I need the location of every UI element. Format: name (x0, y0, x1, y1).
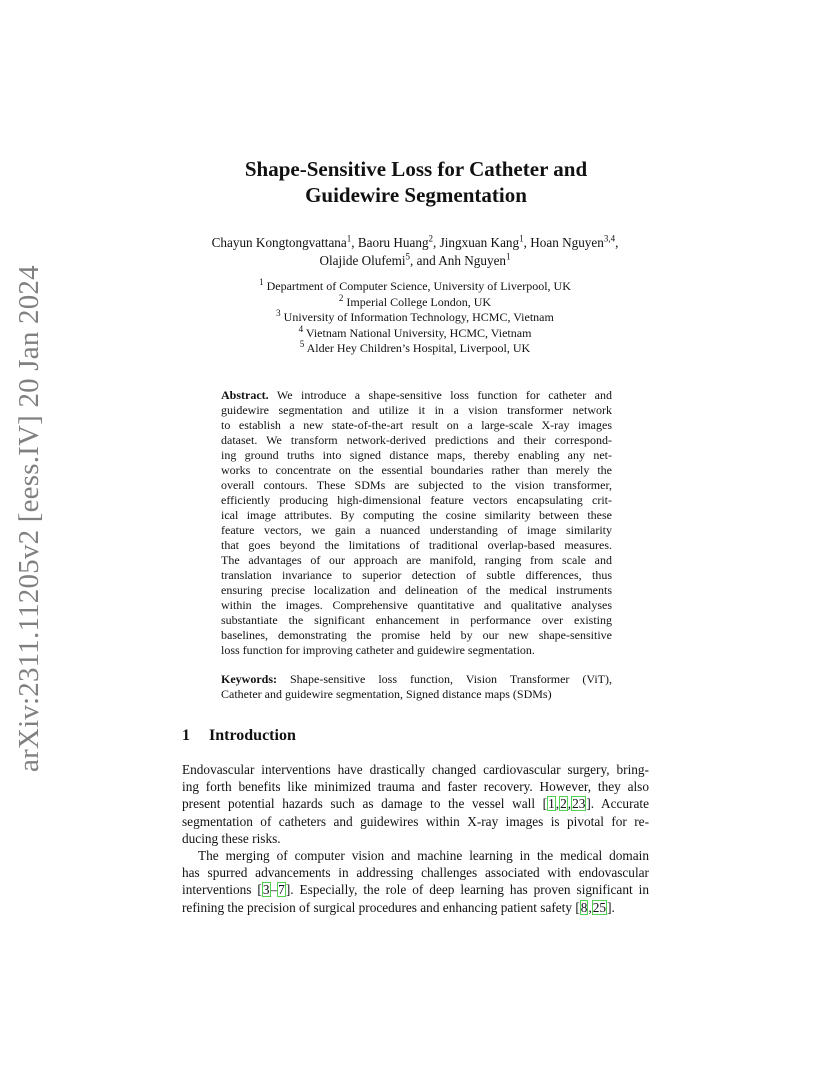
abstract-line: overall contours. These SDMs are subjected to the vision transformer, (221, 478, 612, 492)
affiliation-list (200, 279, 630, 357)
section-number: 1 (182, 727, 190, 744)
affiliation-text: Alder Hey Children’s Hospital, Liverpool, UK (306, 341, 531, 355)
keywords-line (221, 672, 612, 687)
author-list (150, 234, 680, 270)
affiliation-text: Department of Computer Science, University of Liverpool, UK (266, 279, 571, 293)
paragraph-line: present potential hazards such as damage to the vessel wall [1,2,23]. Accurate (182, 796, 649, 812)
citation-link[interactable]: 25 (592, 899, 607, 915)
abstract-line: ensuring precise localization and delineation of the medical instruments (221, 583, 612, 597)
paragraph-line: Endovascular interventions have drastically changed cardiovascular surgery, bring- (182, 762, 649, 777)
abstract-line: that goes beyond the limitations of traditional overlap-based measures. (221, 538, 612, 552)
citation-link[interactable]: 23 (572, 796, 586, 812)
author-name: , Baoru Huang (351, 235, 429, 250)
paragraph-text: interventions [ (182, 882, 262, 898)
abstract-line: baselines, demonstrating the promise held by our new shape-sensitive (221, 628, 612, 642)
abstract-line (221, 388, 612, 403)
author-affil-mark: 1 (519, 233, 524, 244)
abstract-line: dataset. We transform network-derived predictions and their correspond- (221, 433, 612, 447)
abstract-label: Abstract. (221, 388, 269, 402)
section-title: Introduction (209, 727, 296, 744)
author-line-1 (150, 234, 680, 252)
affiliation-number: 1 (259, 277, 264, 287)
title-line-1: Shape-Sensitive Loss for Catheter and (244, 157, 588, 181)
affiliation (200, 323, 630, 342)
author-name: , Jingxuan Kang (433, 235, 520, 250)
affiliation-text: University of Information Technology, HCMC, Vietnam (283, 310, 554, 324)
paragraph-line: The merging of computer vision and machine learning in the medical domain (198, 847, 649, 863)
paragraph-line: refining the precision of surgical procedures and enhancing patient safety [8,25]. (182, 899, 615, 915)
author-name: Chayun Kongtongvattana (211, 235, 347, 250)
paragraph-text: ]. Especially, the role of deep learning has proven significant in (285, 882, 649, 898)
paragraph-text: present potential hazards such as damage to the vessel wall [ (182, 796, 548, 812)
author-affil-mark: 2 (428, 233, 434, 244)
keywords-line: Catheter and guidewire segmentation, Signed distance maps (SDMs) (221, 687, 552, 701)
author-affil-mark: 1 (346, 233, 352, 244)
abstract-line: within the images. Comprehensive quantitative and qualitative analyses (221, 598, 612, 612)
paper-title (160, 156, 672, 208)
author-name: , and Anh Nguyen (410, 253, 507, 268)
paragraph-line: ducing these risks. (182, 830, 281, 846)
author-name: Olajide Olufemi (319, 253, 406, 268)
abstract-line: ical image attributes. By computing the cosine similarity between these (221, 508, 612, 522)
paragraph-text: ]. (607, 899, 615, 915)
citation-link[interactable]: 7 (278, 882, 285, 898)
paragraph-line: segmentation of catheters and guidewires within X-ray images is pivotal for re- (182, 813, 649, 829)
abstract-line: translation invariance to superior detection of subtle differences, thus (221, 568, 612, 582)
keywords-label: Keywords: (221, 672, 277, 686)
paragraph-text: ]. Accurate (586, 796, 649, 812)
abstract-line: to establish a new state-of-the-art result on a large-scale X-ray images (221, 418, 612, 432)
author-affil-mark: 3,4 (603, 233, 616, 244)
citation-link[interactable]: 1 (548, 796, 555, 812)
paragraph-line (182, 881, 649, 898)
abstract (221, 388, 612, 658)
keywords (221, 672, 612, 702)
abstract-line: works to concentrate on the essential boundaries rather than merely the (221, 463, 612, 477)
affiliation-number: 4 (298, 323, 304, 334)
abstract-line: ing ground truths into signed distance maps, thereby enabling any net- (221, 448, 612, 462)
affiliation (200, 341, 630, 357)
arxiv-identifier-text: arXiv:2311.11205v2 [eess.IV] 20 Jan 2024 (13, 265, 45, 772)
affiliation-number: 3 (276, 308, 281, 318)
affiliation (200, 310, 630, 326)
abstract-line: loss function for improving catheter and guidewire segmentation. (221, 643, 535, 657)
section-heading (182, 727, 296, 745)
paragraph-line: ing forth benefits like minimized trauma and faster recovery. However, they also (182, 779, 649, 795)
abstract-text: We introduce a shape-sensitive loss function for catheter and (268, 388, 612, 402)
abstract-line: guidewire segmentation and utilize it in a vision transformer network (221, 403, 612, 417)
affiliation-number: 2 (338, 292, 344, 303)
abstract-line: feature vectors, we gain a nuanced understanding of image similarity (221, 523, 612, 537)
author-name: , Hoan Nguyen (523, 235, 604, 250)
affiliation-text: Vietnam National University, HCMC, Vietnam (305, 325, 532, 340)
citation-link[interactable]: 3 (262, 882, 270, 898)
affiliation (200, 292, 630, 311)
citation-link[interactable]: 8 (580, 899, 588, 915)
affiliation-text: Imperial College London, UK (346, 294, 492, 309)
citation-range-dash: – (270, 882, 278, 898)
paragraph-text: refining the precision of surgical procedures and enhancing patient safety [ (182, 899, 580, 915)
arxiv-identifier (13, 265, 45, 802)
author-separator: , (615, 235, 619, 250)
abstract-line: efficiently producing high-dimensional feature vectors encapsulating crit- (221, 493, 612, 507)
citation-link[interactable]: 2 (560, 796, 567, 812)
paragraph-line: has spurred advancements in addressing challenges associated with endovascular (182, 865, 649, 881)
affiliation (200, 279, 630, 295)
author-affil-mark: 1 (506, 251, 511, 262)
abstract-line: substantiate the significant enhancement in performance over existing (221, 613, 612, 627)
keywords-text: Shape-sensitive loss function, Vision Transformer (ViT), (277, 672, 612, 686)
author-line-2 (150, 252, 680, 270)
abstract-line: The advantages of our approach are manifold, ranging from scale and (221, 553, 612, 567)
title-line-2: Guidewire Segmentation (305, 183, 527, 207)
introduction-body (182, 761, 649, 916)
author-affil-mark: 5 (405, 251, 411, 262)
affiliation-number: 5 (299, 339, 305, 349)
